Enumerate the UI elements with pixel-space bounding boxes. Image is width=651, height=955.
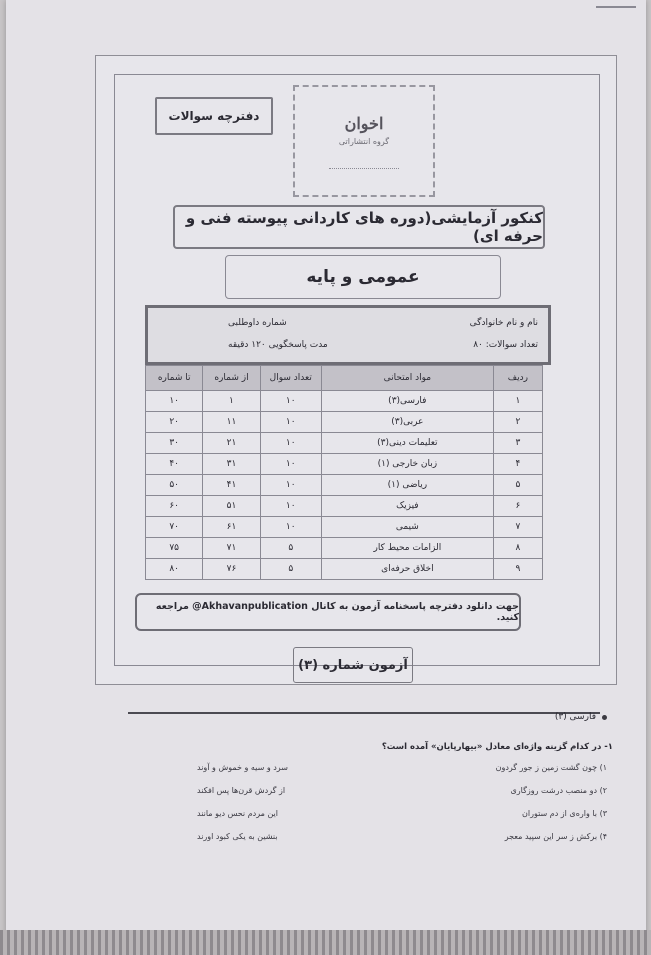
cell: ۱۰: [260, 517, 321, 538]
option-row: [187, 802, 607, 825]
table-row: [146, 433, 543, 454]
cell: ۱: [203, 391, 260, 412]
option-second-half: از گردش قرن‌ها پس افکند: [197, 786, 286, 795]
cell: ۴: [493, 454, 542, 475]
cell: ۳: [493, 433, 542, 454]
name-label: نام و نام خانوادگی: [469, 318, 538, 328]
cell: ۹: [493, 559, 542, 580]
cell: ۵۰: [146, 475, 203, 496]
cell: ۷: [493, 517, 542, 538]
cell: اخلاق حرفه‌ای: [321, 559, 493, 580]
cell: ۳۱: [203, 454, 260, 475]
section-divider: [128, 712, 600, 714]
option-first-half: ۳) با واره‌ی از دم ستوران: [521, 809, 607, 818]
cell: فیزیک: [321, 496, 493, 517]
cell: ۶۱: [203, 517, 260, 538]
cell: ۱: [493, 391, 542, 412]
option-second-half: بنشین به یکی کبود اورند: [197, 832, 278, 841]
cell: ۴۰: [146, 454, 203, 475]
cell: ۱۰: [260, 496, 321, 517]
cell: الزامات محیط کار: [321, 538, 493, 559]
cell: ۷۰: [146, 517, 203, 538]
cell: عربی(۳): [321, 412, 493, 433]
table-row: [146, 454, 543, 475]
header-cell: از شماره: [203, 366, 260, 391]
cell: ۱۱: [203, 412, 260, 433]
header-cell: ردیف: [493, 366, 542, 391]
cell: ۷۵: [146, 538, 203, 559]
download-notice: جهت دانلود دفترچه پاسخنامه آزمون به کانال Akhavanpublication@ مراجعه کنید.: [135, 593, 521, 631]
table-row: [146, 559, 543, 580]
cell: ۲۱: [203, 433, 260, 454]
cell: زبان خارجی (۱): [321, 454, 493, 475]
subjects-table: [145, 365, 543, 580]
header-cell: تا شماره: [146, 366, 203, 391]
cell: ۲: [493, 412, 542, 433]
table-row: [146, 517, 543, 538]
seat-number-label: شماره داوطلبی: [228, 318, 287, 328]
question-count-label: تعداد سوالات: ۸۰: [473, 340, 538, 350]
cell: ۱۰: [260, 454, 321, 475]
option-first-half: ۱) چون گشت زمین ز جور گردون: [495, 763, 607, 772]
cell: ۷۶: [203, 559, 260, 580]
option-row: [187, 779, 607, 802]
cell: ۱۰: [146, 391, 203, 412]
exam-number-label: آزمون شماره (۳): [293, 647, 413, 683]
cell: ۶: [493, 496, 542, 517]
option-first-half: ۲) دو منصب درشت روزگاری: [510, 786, 607, 795]
bullet-icon: [602, 715, 607, 720]
cell: ۶۰: [146, 496, 203, 517]
cover-page-frame: [95, 55, 617, 685]
page-corner-mark: [596, 6, 636, 8]
header-cell: مواد امتحانی: [321, 366, 493, 391]
cell: ۲۰: [146, 412, 203, 433]
candidate-info-box: [145, 305, 551, 365]
cell: ۵۱: [203, 496, 260, 517]
table-row: [146, 391, 543, 412]
cell: ۵: [260, 538, 321, 559]
section-heading: [555, 712, 607, 722]
duration-label: مدت پاسخگویی ۱۲۰ دقیقه: [228, 340, 328, 350]
option-second-half: سرد و سیه و خموش و آوند: [197, 763, 288, 772]
table-row: [146, 496, 543, 517]
logo-tagline: گروه انتشاراتی: [338, 136, 390, 146]
table-row: [146, 412, 543, 433]
question-text: ۱- در کدام گزینه واژه‌ای معادل «بیهارپایان» آمده است؟: [381, 742, 613, 752]
cell: ۱۰: [260, 391, 321, 412]
exam-title: کنکور آزمایشی(دوره های کاردانی پیوسته فنی و حرفه ای): [173, 205, 545, 249]
table-header-row: [146, 366, 543, 391]
cell: شیمی: [321, 517, 493, 538]
logo-name: اخوان: [344, 113, 384, 133]
option-second-half: این مردم نحس دیو مانند: [197, 809, 278, 818]
cell: ۸۰: [146, 559, 203, 580]
cell: ۱۰: [260, 433, 321, 454]
cell: ۱۰: [260, 475, 321, 496]
cell: ریاضی (۱): [321, 475, 493, 496]
answer-options: [187, 756, 607, 848]
cell: ۸: [493, 538, 542, 559]
cell: تعلیمات دینی(۳): [321, 433, 493, 454]
option-row: [187, 756, 607, 779]
table-row: [146, 538, 543, 559]
section-title: فارسی (۳): [554, 712, 596, 722]
cell: فارسی(۳): [321, 391, 493, 412]
cell: ۱۰: [260, 412, 321, 433]
option-row: [187, 825, 607, 848]
publisher-logo: [293, 85, 435, 197]
option-first-half: ۴) برکش ز سر این سپید معجر: [504, 832, 607, 841]
cell: ۳۰: [146, 433, 203, 454]
exam-subtitle: عمومی و پایه: [225, 255, 501, 299]
cell: ۷۱: [203, 538, 260, 559]
cover-inner-frame: [114, 74, 600, 673]
logo-mark-icon: [329, 154, 399, 169]
booklet-label: دفترچه سوالات: [155, 97, 273, 135]
cell: ۵: [260, 559, 321, 580]
table-row: [146, 475, 543, 496]
header-cell: تعداد سوال: [260, 366, 321, 391]
cell: ۵: [493, 475, 542, 496]
cell: ۴۱: [203, 475, 260, 496]
carpet-background: [0, 930, 651, 955]
